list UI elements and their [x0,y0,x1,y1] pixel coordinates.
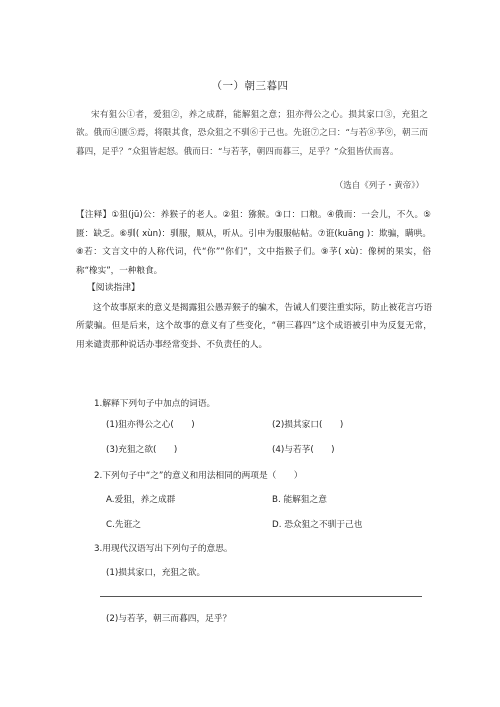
question-2-stem: 2.下列句子中“之”的意义和用法相同的两项是（ ） [94,471,303,481]
annotation-notes: 【注释】①狙(jū)公：养猴子的老人。②狙：猕猴。③口：口粮。④俄而：一会儿，不久。⑤匮：缺乏。⑥驯( xùn)：驯服，顺从，听从。引申为服服帖帖。⑦诳(kuāng )：欺骗，瞒哄。⑧若：文言文中的人称代词，代“你”“你们”，文中指猴子们。⑨芧( xù)：像树的果实，俗称“橡实”，一种粮食。 [76,210,431,276]
question-3-item: (1)损其家口，充狙之欲。 [106,568,206,578]
answer-line [100,596,422,597]
reading-guide-text: 这个故事原来的意义是揭露狙公愚弄猴子的骗术，告诫人们要注重实际，防止被花言巧语所蒙骗。但是后来，这个故事的意义有了些变化，“朝三暮四”这个成语被引申为反复无常，用来谴责那种说话办事经常变卦、不负责任的人。 [76,303,432,350]
question-2-option-a: A.爱狙，养之成群 [106,495,176,505]
passage-text: 宋有狙公①者，爱狙②，养之成群，能解狙之意；狙亦得公之心。损其家口③，充狙之欲。俄而④匮⑤焉，将限其食，恐众狙之不驯⑥于己也。先诳⑦之曰：“与若⑧芧⑨，朝三而暮四，足乎？”众狙皆起怒。俄而曰：“与若芧，朝四而暮三，足乎？”众狙皆伏而喜。 [76,110,428,157]
question-2-option-b: B. 能解狙之意 [272,495,327,505]
question-1-item: (3)充狙之欲( ) [106,445,178,455]
question-2-option-d: D. 恐众狙之不驯于己也 [272,520,363,530]
reading-guide-heading: 【阅读指津】 [87,283,140,293]
question-2-option-c: C.先诳之 [106,520,141,530]
question-1-item: (2)损其家口( ) [272,420,344,430]
passage-title: （一）朝三暮四 [211,80,289,92]
passage-source: （选自《列子・黄帝》） [334,181,424,191]
question-1-item: (4)与若芧( ) [272,445,335,455]
question-3-stem: 3.用现代汉语写出下列句子的意思。 [94,544,233,554]
question-1-item: (1)狙亦得公之心( ) [106,420,195,430]
question-3-item: (2)与若芧，朝三而暮四，足乎？ [106,614,232,624]
question-1-stem: 1.解释下列句子中加点的词语。 [94,399,216,409]
